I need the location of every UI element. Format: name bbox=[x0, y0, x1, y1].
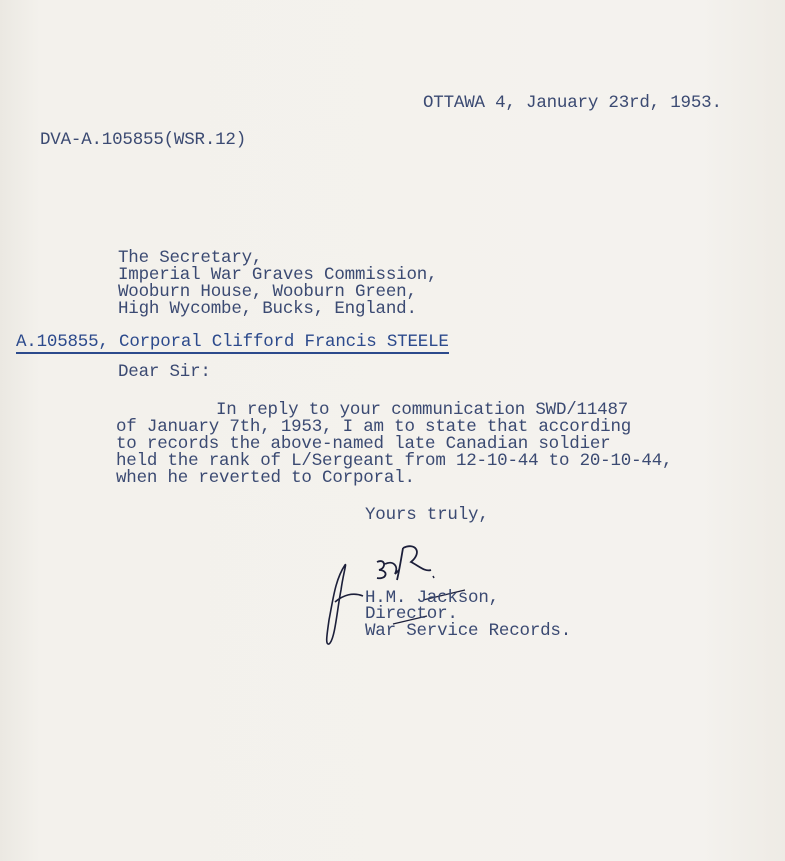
subject-line: A.105855, Corporal Clifford Francis STEELE bbox=[16, 332, 449, 352]
salutation: Dear Sir: bbox=[118, 362, 211, 382]
closing: Yours truly, bbox=[365, 505, 489, 525]
body-line: of January 7th, 1953, I am to state that according bbox=[116, 417, 632, 437]
address-line: Wooburn House, Wooburn Green, bbox=[118, 282, 417, 302]
address-line: Imperial War Graves Commission, bbox=[118, 265, 438, 285]
reference-number: DVA-A.105855(WSR.12) bbox=[40, 130, 247, 150]
body-line: when he reverted to Corporal. bbox=[116, 468, 415, 488]
signatory-department: War Service Records. bbox=[365, 621, 572, 641]
body-line: held the rank of L/Sergeant from 12-10-44 to 20-10-44, bbox=[116, 451, 673, 471]
place-date: OTTAWA 4, January 23rd, 1953. bbox=[423, 93, 722, 113]
address-line: The Secretary, bbox=[118, 248, 263, 268]
signatory-title: Director. bbox=[365, 604, 458, 624]
signatory-name: H.M. Jackson, bbox=[365, 588, 499, 608]
address-line: High Wycombe, Bucks, England. bbox=[118, 299, 417, 319]
body-line: to records the above-named late Canadian soldier bbox=[116, 434, 611, 454]
body-line: In reply to your communication SWD/11487 bbox=[216, 400, 629, 420]
